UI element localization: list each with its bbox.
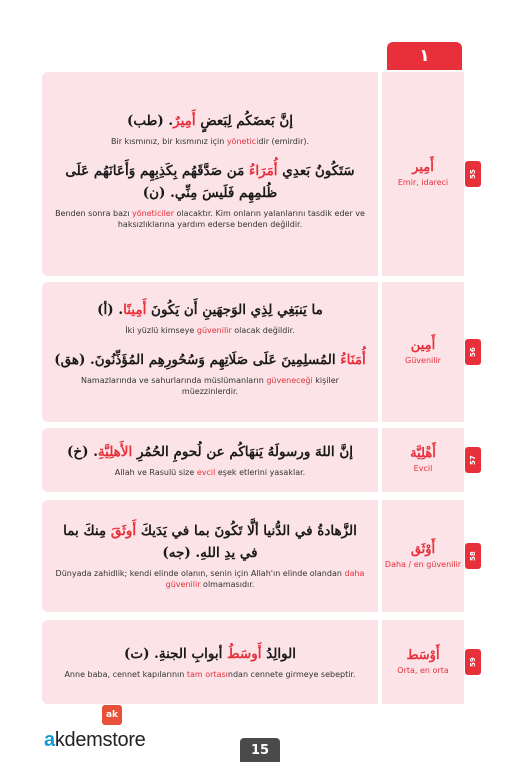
arabic-text: الوالِدُ أَوسَطُ أبوابِ الجنةِ. (ت) <box>123 645 296 662</box>
entry-row-55 <box>42 72 482 276</box>
arabic-text: الزَّهادةُ في الدُّنيا ألَّا تَكُونَ بما في يَدَيكَ أَوثَقَ مِنكَ بما في يدِ اللهِ. (جه) <box>63 523 357 561</box>
entry-number-badge: 59 <box>465 649 481 675</box>
word-turkish: Daha / en güvenilir <box>384 559 462 569</box>
entry-number-cell <box>464 500 482 612</box>
entry-number-badge: 57 <box>465 447 481 473</box>
examples-panel <box>42 428 378 492</box>
entry-number-badge: 55 <box>465 161 481 187</box>
entry-number-cell <box>464 282 482 422</box>
examples-panel <box>42 500 378 612</box>
example-block <box>97 300 323 342</box>
arabic-text: إنَّ اللهَ ورسولَهُ يَنهَاكُم عن لُحومِ الحُمُرِ الأَهلِيَّةِ. (خ) <box>67 443 353 460</box>
example-block <box>111 111 309 153</box>
book-icon: ak <box>102 705 122 725</box>
word-cell <box>382 428 464 492</box>
turkish-translation: Allah ve Rasulü size evcil eşek etlerini yasaklar. <box>114 467 306 477</box>
akdemstore-logo <box>44 705 194 757</box>
entry-row-56 <box>42 282 482 422</box>
word-cell <box>382 620 464 704</box>
example-block <box>64 644 355 680</box>
word-arabic: أَوْثَق <box>410 541 436 557</box>
examples-panel <box>42 620 378 704</box>
arabic-text: ما يَنبَغِي لِذِي الوَجهَينِ أَن يَكُونَ أَمِينًا. (أ) <box>97 302 323 319</box>
word-turkish: Emir, idareci <box>397 177 449 187</box>
lesson-tab: ١ <box>387 42 462 70</box>
example-block <box>54 161 366 236</box>
word-arabic: أَمِير <box>412 159 434 175</box>
entry-row-58 <box>42 500 482 612</box>
example-block <box>54 350 366 404</box>
turkish-translation: Benden sonra bazı yöneticiler olacaktır. Kim onların yalanlarını tasdik eder ve haksızlıklarına yardım ederse benden değildir. <box>55 208 365 230</box>
examples-panel <box>42 72 378 276</box>
arabic-text: سَتَكُونُ بَعدِي أُمَرَاءُ مَن صَدَّقَهُم بِكَذِبِهِم وَأَعَانَهُم عَلَى ظُلمِهِم فَلَيسَ مِنِّي. (ن) <box>65 163 355 201</box>
arabic-text: أُمَنَاءُ المُسلِمِينَ عَلَى صَلَاتِهِم وَسُحُورِهِم المُؤَذِّنُونَ. (هق) <box>54 352 366 369</box>
turkish-translation: İki yüzlü kimseye güvenilir olacak değildir. <box>125 325 295 335</box>
word-turkish: Güvenilir <box>405 355 441 365</box>
arabic-text: إنَّ بَعضَكُم لِبَعضٍ أَمِيرٌ. (طب) <box>126 113 294 130</box>
example-block <box>54 521 366 590</box>
brand-name: akdemstore <box>44 729 146 751</box>
word-turkish: Evcil <box>413 463 433 473</box>
example-block <box>67 442 353 478</box>
turkish-translation: Anne baba, cennet kapılarının tam ortasından cennete girmeye sebeptir. <box>64 669 356 679</box>
entry-number-cell <box>464 428 482 492</box>
word-cell <box>382 72 464 276</box>
word-arabic: أَمِين <box>410 337 436 353</box>
word-turkish: Orta, en orta <box>397 665 449 675</box>
entry-row-57 <box>42 428 482 492</box>
word-cell <box>382 500 464 612</box>
entry-number-cell <box>464 620 482 704</box>
entry-number-badge: 56 <box>465 339 481 365</box>
word-arabic: أَهْلِيَّة <box>410 445 436 461</box>
turkish-translation: Bir kısmınız, bir kısmınız için yöneticidir (emirdir). <box>110 136 310 146</box>
entry-row-59 <box>42 620 482 704</box>
turkish-translation: Namazlarında ve sahurlarında müslümanların güveneceği kişiler müezzinlerdir. <box>81 375 339 397</box>
entry-number-cell <box>464 72 482 276</box>
entry-number-badge: 58 <box>465 543 481 569</box>
word-arabic: أَوْسَط <box>406 647 440 663</box>
examples-panel <box>42 282 378 422</box>
page-number: 15 <box>240 738 280 762</box>
word-cell <box>382 282 464 422</box>
turkish-translation: Dünyada zahidlik; kendi elinde olanın, senin için Allah'ın elinde olandan daha güvenilir olmamasıdır. <box>55 568 365 590</box>
